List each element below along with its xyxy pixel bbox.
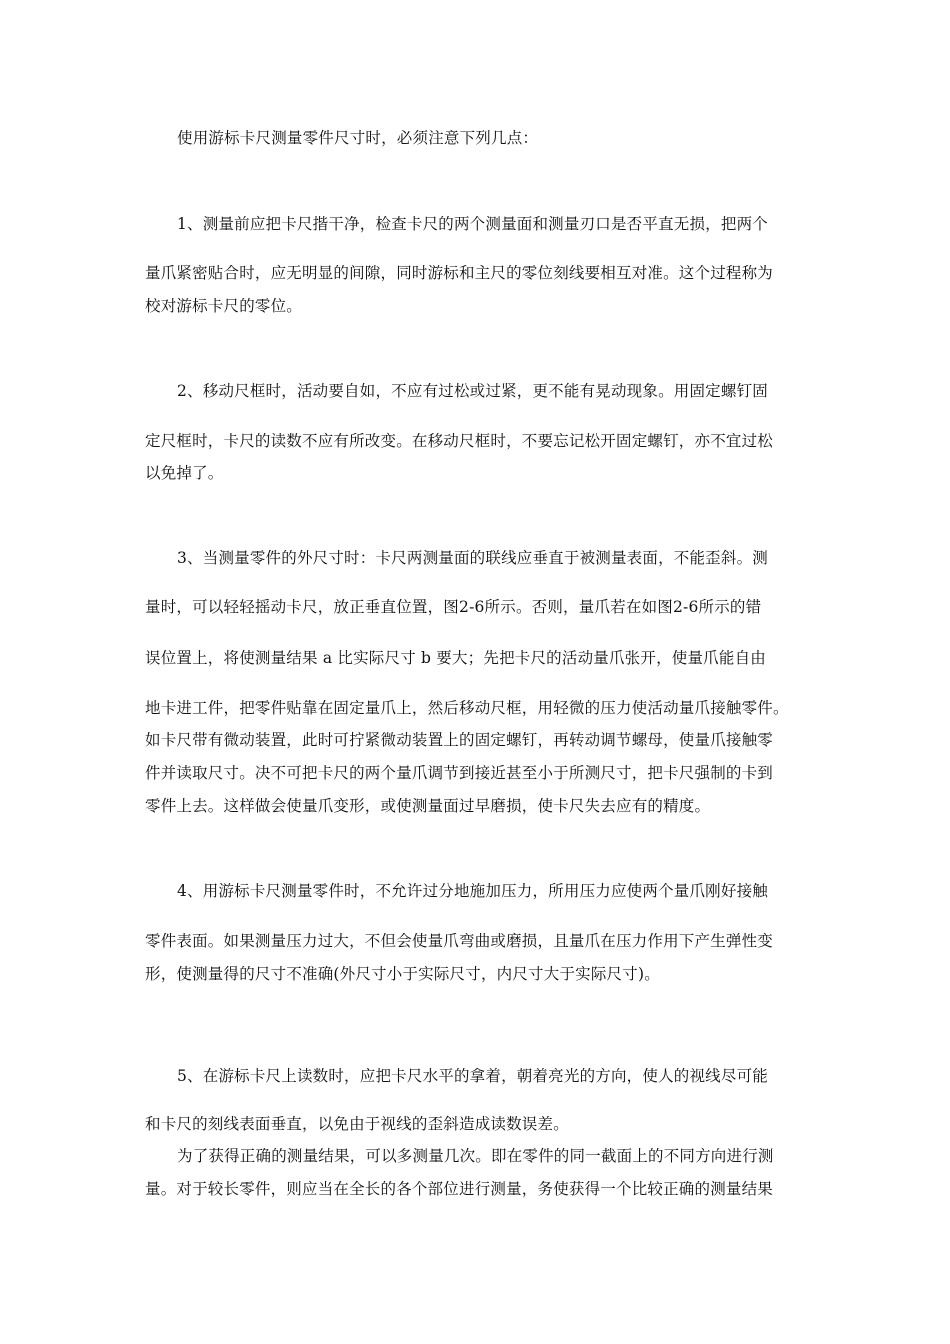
item-1-line-3: 校对游标卡尺的零位。 xyxy=(145,297,303,315)
item-2-line-3: 以免掉了。 xyxy=(145,464,224,482)
item-3-line-2: 量时，可以轻轻摇动卡尺，放正垂直位置，图2-6所示。否则，量爪若在如图2-6所示的错 xyxy=(145,598,762,616)
item-1-line-1: 1、测量前应把卡尺揩干净，检查卡尺的两个测量面和测量刃口是否平直无损，把两个 xyxy=(177,215,768,233)
item-2-line-1: 2、移动尺框时，活动要自如，不应有过松或过紧，更不能有晃动现象。用固定螺钉固 xyxy=(177,382,768,400)
item-5-line-2: 和卡尺的刻线表面垂直，以免由于视线的歪斜造成读数误差。 xyxy=(145,1115,569,1133)
item-2-line-2: 定尺框时，卡尺的读数不应有所改变。在移动尺框时，不要忘记松开固定螺钉，亦不宜过松 xyxy=(145,432,774,450)
item-3-line-4: 地卡进工件，把零件贴靠在固定量爪上，然后移动尺框，用轻微的压力使活动量爪接触零件。 xyxy=(145,699,789,717)
item-4-line-2: 零件表面。如果测量压力过大，不但会使量爪弯曲或磨损，且量爪在压力作用下产生弹性变 xyxy=(145,932,774,950)
closing-line-2: 量。对于较长零件，则应当在全长的各个部位进行测量，务使获得一个比较正确的测量结果 xyxy=(145,1180,774,1198)
item-3-line-7: 零件上去。这样做会使量爪变形，或使测量面过早磨损，使卡尺失去应有的精度。 xyxy=(145,797,711,815)
item-3-line-3: 误位置上，将使测量结果 a 比实际尺寸 b 要大；先把卡尺的活动量爪张开，使量爪能自由 xyxy=(145,649,766,667)
item-3-line-5: 如卡尺带有微动装置，此时可拧紧微动装置上的固定螺钉，再转动调节螺母，使量爪接触零 xyxy=(145,731,774,749)
item-3-line-6: 件并读取尺寸。决不可把卡尺的两个量爪调节到接近甚至小于所测尺寸，把卡尺强制的卡到 xyxy=(145,764,774,782)
intro-text: 使用游标卡尺测量零件尺寸时，必须注意下列几点： xyxy=(177,129,539,147)
item-1-line-2: 量爪紧密贴合时，应无明显的间隙，同时游标和主尺的零位刻线要相互对准。这个过程称为 xyxy=(145,264,774,282)
item-4-line-1: 4、用游标卡尺测量零件时，不允许过分地施加压力，所用压力应使两个量爪刚好接触 xyxy=(177,882,768,900)
item-3-line-1: 3、当测量零件的外尺寸时：卡尺两测量面的联线应垂直于被测量表面，不能歪斜。测 xyxy=(177,549,768,567)
item-5-line-1: 5、在游标卡尺上读数时，应把卡尺水平的拿着，朝着亮光的方向，使人的视线尽可能 xyxy=(177,1067,768,1085)
item-4-line-3: 形，使测量得的尺寸不准确(外尺寸小于实际尺寸，内尺寸大于实际尺寸)。 xyxy=(145,965,660,983)
closing-line-1: 为了获得正确的测量结果，可以多测量几次。即在零件的同一截面上的不同方向进行测 xyxy=(177,1147,774,1165)
